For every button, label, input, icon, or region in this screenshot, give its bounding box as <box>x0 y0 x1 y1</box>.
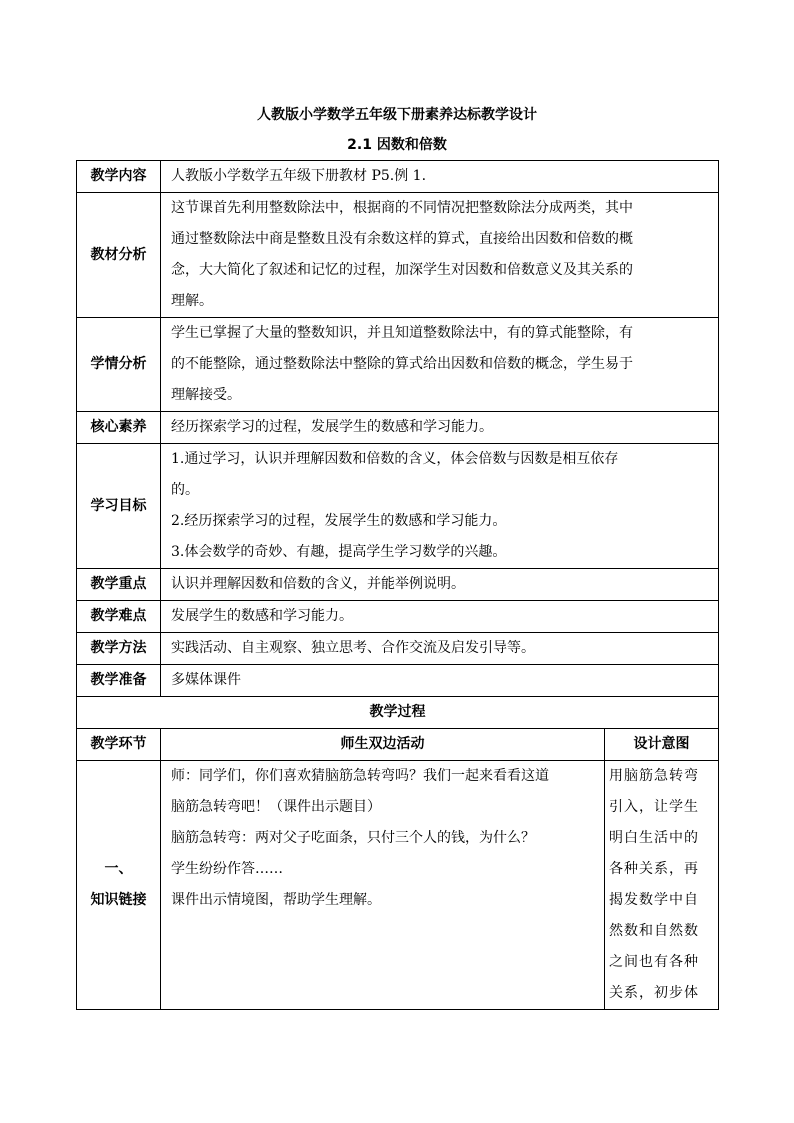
row-label: 教学方法 <box>77 633 161 665</box>
row-label: 学情分析 <box>77 318 161 412</box>
table-row <box>77 318 719 412</box>
step-name: 知识链接 <box>90 892 147 908</box>
row-label: 学习目标 <box>77 444 161 569</box>
row-content: 多媒体课件 <box>161 665 719 697</box>
table-row <box>77 665 719 697</box>
row-label: 教学准备 <box>77 665 161 697</box>
col-design-header: 设计意图 <box>605 729 719 761</box>
row-content: 1.通过学习，认识并理解因数和倍数的含义，体会倍数与因数是相互依存 的。 2.经历探索学习的过程，发展学生的数感和学习能力。 3.体会数学的奇妙、有趣，提高学生学习数学的兴趣。 <box>161 444 719 569</box>
process-header: 教学过程 <box>77 697 719 729</box>
row-content: 发展学生的数感和学习能力。 <box>161 601 719 633</box>
table-row <box>77 412 719 444</box>
row-content: 人教版小学数学五年级下册教材 P5.例 1. <box>161 161 719 193</box>
row-label: 教学难点 <box>77 601 161 633</box>
design-cell: 用脑筋急转弯 引入，让学生 明白生活中的 各种关系，再 揭发数学中自 然数和自然数 之间也有各种 关系，初步体 <box>605 761 719 1010</box>
lesson-title: 2.1 因数和倍数 <box>347 137 447 153</box>
row-content: 认识并理解因数和倍数的含义，并能举例说明。 <box>161 569 719 601</box>
table-row <box>77 633 719 665</box>
lesson-plan-table <box>76 160 719 1010</box>
row-label: 教学重点 <box>77 569 161 601</box>
col-activity-header: 师生双边活动 <box>161 729 605 761</box>
activity-cell: 师：同学们，你们喜欢猜脑筋急转弯吗？我们一起来看看这道 脑筋急转弯吧！（课件出示题目） 脑筋急转弯：两对父子吃面条，只付三个人的钱，为什么？ 学生纷纷作答…… 课件出示情境图，帮助学生理解。 <box>161 761 605 1010</box>
process-header-row <box>77 697 719 729</box>
row-label: 核心素养 <box>77 412 161 444</box>
process-step-row <box>77 761 719 1010</box>
row-label: 教学内容 <box>77 161 161 193</box>
step-number: 一、 <box>104 861 133 877</box>
col-step-header: 教学环节 <box>77 729 161 761</box>
table-row <box>77 601 719 633</box>
row-content: 这节课首先利用整数除法中，根据商的不同情况把整数除法分成两类，其中 通过整数除法中商是整数且没有余数这样的算式，直接给出因数和倍数的概 念，大大简化了叙述和记忆的过程，加深学生对因数和倍数意义及其关系的 理解。 <box>161 193 719 318</box>
table-row <box>77 161 719 193</box>
row-label: 教材分析 <box>77 193 161 318</box>
document-title: 人教版小学数学五年级下册素养达标教学设计 <box>257 107 537 123</box>
table-row <box>77 193 719 318</box>
table-row <box>77 444 719 569</box>
process-column-headers <box>77 729 719 761</box>
row-content: 学生已掌握了大量的整数知识，并且知道整数除法中，有的算式能整除，有 的不能整除，通过整数除法中整除的算式给出因数和倍数的概念，学生易于 理解接受。 <box>161 318 719 412</box>
step-label <box>77 761 161 1010</box>
row-content: 实践活动、自主观察、独立思考、合作交流及启发引导等。 <box>161 633 719 665</box>
row-content: 经历探索学习的过程，发展学生的数感和学习能力。 <box>161 412 719 444</box>
table-row <box>77 569 719 601</box>
